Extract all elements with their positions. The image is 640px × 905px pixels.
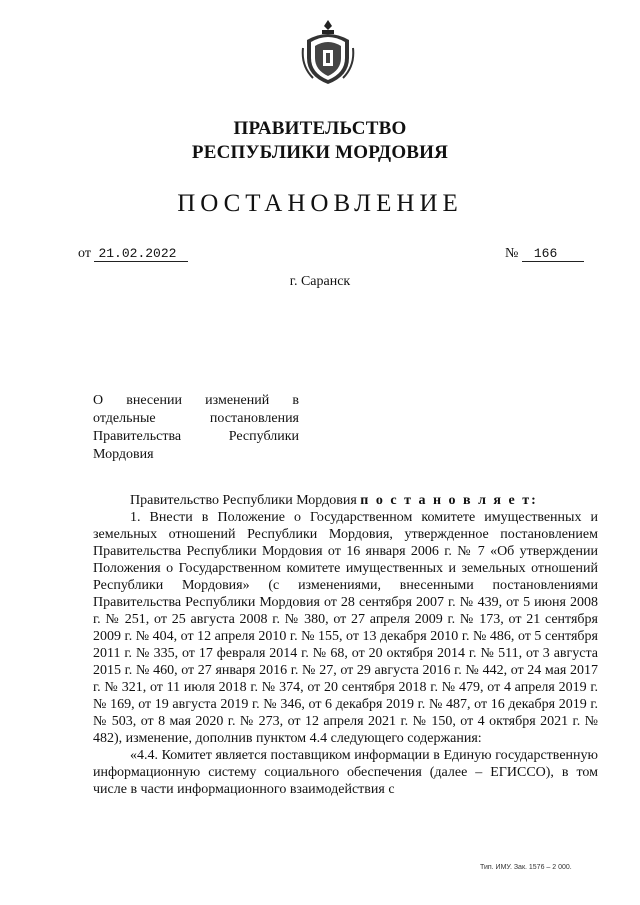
subject-line: О внесении изменений в xyxy=(93,393,299,408)
paragraph-1: 1. Внести в Положение о Государственном комитете имущественных и земельных отношений Республики Мордовия, утвержденное постановлением Правительства Республики Мордовия от 16 января 2006 г. № 7 «Об утверждении Положения о Государственном комитете имущественных и земельных отношений Республики Мордовия» (с изменениями, внесенными постановлениями Правительства Республики Мордовия от 28 сентября 2007 г. № 439, от 5 июня 2008 г. № 251, от 25 августа 2008 г. № 380, от 27 апреля 2009 г. № 173, от 21 сентября 2009 г. № 404, от 12 апреля 2010 г. № 155, от 13 декабря 2010 г. № 486, от 5 сентября 2011 г. № 335, от 17 февраля 2014 г. № 68, от 20 октября 2014 г. № 511, от 3 августа 2015 г. № 460, от 27 января 2016 г. № 27, от 29 августа 2016 г. № 442, от 24 мая 2017 г. № 321, от 11 июля 2018 г. № 374, от 20 сентября 2018 г. № 479, от 4 апреля 2019 г. № 169, от 19 августа 2019 г. № 346, от 6 декабря 2019 г. № 487, от 16 декабря 2019 г. № 503, от 8 мая 2020 г. № 273, от 12 апреля 2021 г. № 150, от 4 октября 2021 г. № 482), изменение, дополнив пунктом 4.4 следующего содержания: xyxy=(93,510,598,746)
number-prefix: № xyxy=(505,246,519,261)
date-value: 21.02.2022 xyxy=(94,246,188,262)
paragraph-2: «4.4. Комитет является поставщиком информации в Единую государственную информационную систему социального обеспечения (далее – ЕГИССО), в том числе в части информационного взаимодействия с xyxy=(93,748,598,797)
coat-of-arms-emblem xyxy=(301,18,355,86)
subject-line: отдельные постановления xyxy=(93,411,299,426)
subject-line: Мордовия xyxy=(93,447,154,462)
intro-paragraph xyxy=(93,492,598,509)
subject-block xyxy=(93,392,299,464)
intro-text: Правительство Республики Мордовия xyxy=(130,493,357,508)
subject-line: Правительства Республики xyxy=(93,429,299,444)
document-body xyxy=(93,492,598,798)
document-type-title: ПОСТАНОВЛЕНИЕ xyxy=(177,190,463,217)
number-field xyxy=(505,246,584,262)
government-title-line1: ПРАВИТЕЛЬСТВО xyxy=(233,118,407,139)
government-title-line2: РЕСПУБЛИКИ МОРДОВИЯ xyxy=(191,142,449,163)
city-name: г. Саранск xyxy=(289,274,351,289)
date-prefix: от xyxy=(78,246,91,261)
date-field xyxy=(78,246,188,262)
intro-verb: п о с т а н о в л я е т: xyxy=(360,493,538,508)
print-mark: Тип. ИМУ. Зак. 1576 – 2 000. xyxy=(480,864,572,871)
number-value: 166 xyxy=(522,246,584,262)
